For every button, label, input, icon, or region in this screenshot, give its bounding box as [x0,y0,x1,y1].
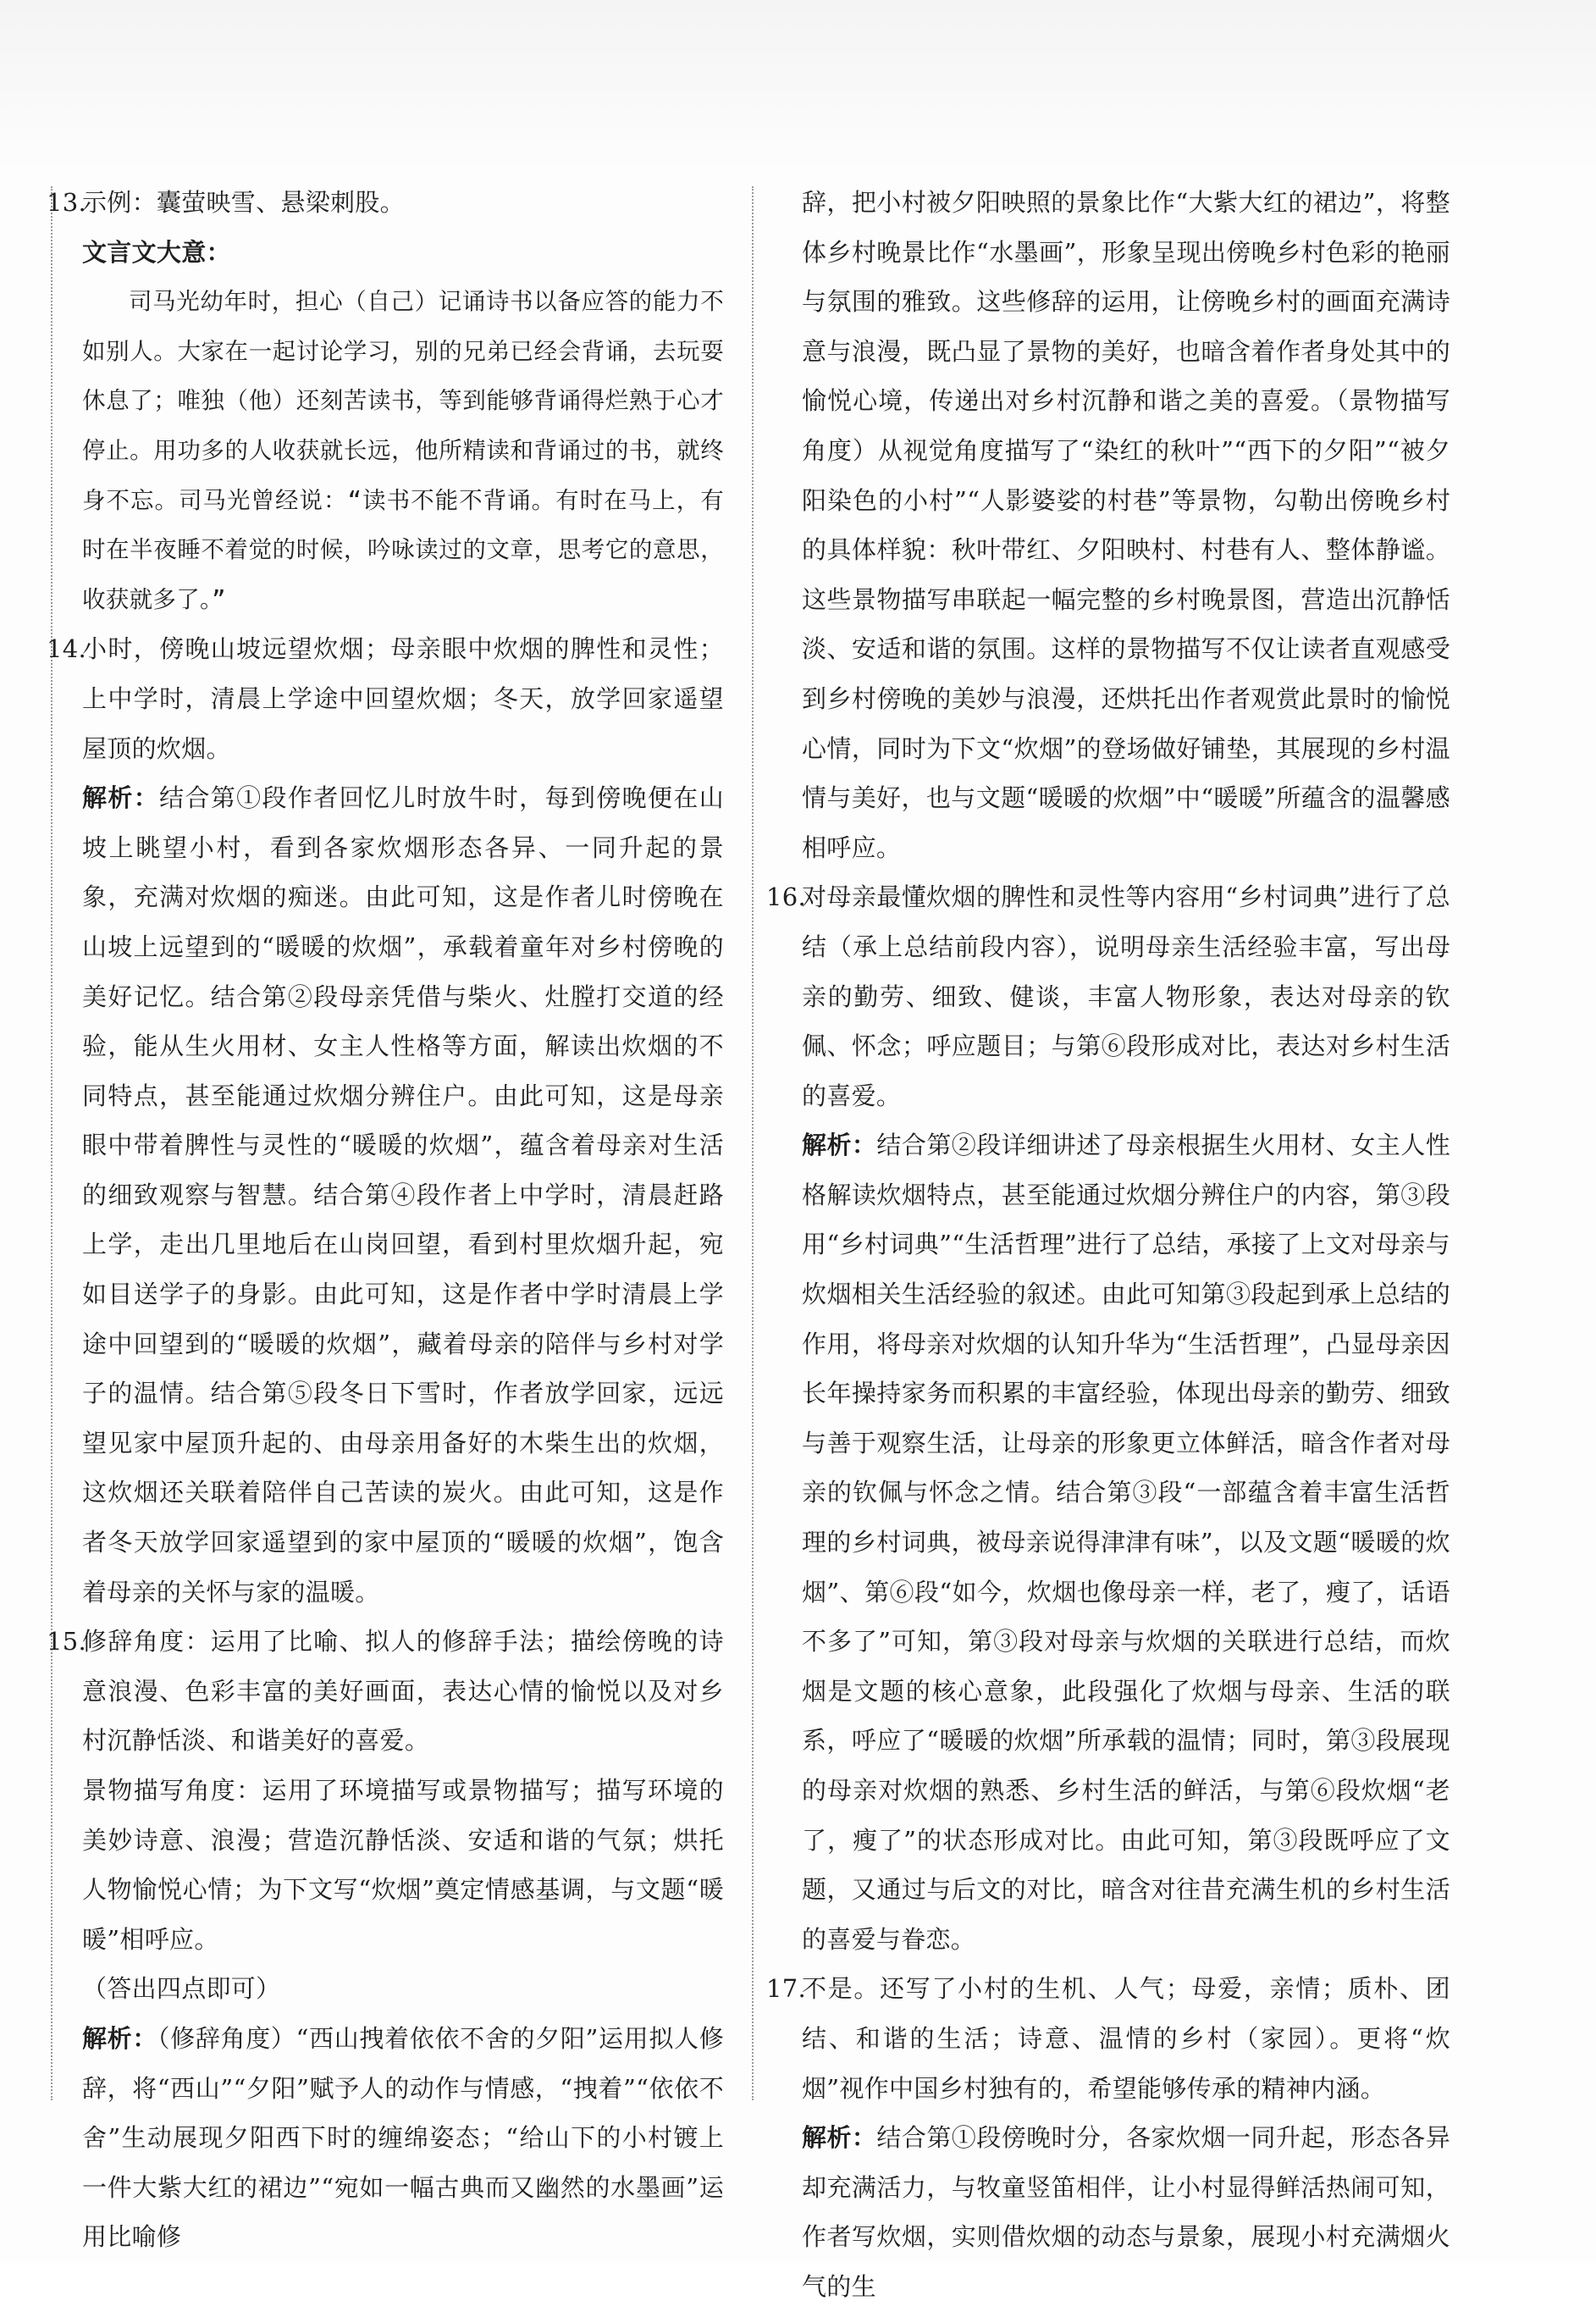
question-number: 13. [47,188,87,217]
analysis-text: （修辞角度）“西山拽着依依不舍的夕阳”运用拟人修辞，将“西山”“夕阳”赋予人的动作与情感，“拽着”“依依不舍”生动展现夕阳西下时的缠绵姿态；“给山下的小村镀上一件大紫大红的裙边”“宛如一幅古典而又幽然的水墨画”运用比喻修 [82,2023,724,2252]
answer-17 [766,1964,1450,2113]
wenyan-heading: 文言文大意： [82,237,231,267]
answer-13 [47,178,724,228]
right-column [766,178,1450,2312]
analysis-text: 结合第①段傍晚时分，各家炊烟一同升起，形态各异却充满活力，与牧童竖笛相伴，让小村显得鲜活热闹可知，作者写炊烟，实则借炊烟的动态与景象，展现小村充满烟火气的生 [802,2123,1450,2301]
question-number: 16. [766,882,807,912]
answer-16 [766,872,1450,1120]
analysis-text: 结合第①段作者回忆儿时放牛时，每到傍晚便在山坡上眺望小村，看到各家炊烟形态各异、一同升起的景象，充满对炊烟的痴迷。由此可知，这是作者儿时傍晚在山坡上远望到的“暖暖的炊烟”，承载着童年对乡村傍晚的美好记忆。结合第②段母亲凭借与柴火、灶膛打交道的经验，能从生火用材、女主人性格等方面，解读出炊烟的不同特点，甚至能通过炊烟分辨住户。由此可知，这是母亲眼中带着脾性与灵性的“暖暖的炊烟”，蕴含着母亲对生活的细致观察与智慧。结合第④段作者上中学时，清晨赶路上学，走出几里地后在山岗回望，看到村里炊烟升起，宛如目送学子的身影。由此可知，这是作者中学时清晨上学途中回望到的“暖暖的炊烟”，藏着母亲的陪伴与乡村对学子的温情。结合第⑤段冬日下雪时，作者放学回家，远远望见家中屋顶升起的、由母亲用备好的木柴生出的炊烟，这炊烟还关联着陪伴自己苦读的炭火。由此可知，这是作者冬天放学回家遥望到的家中屋顶的“暖暖的炊烟”，饱含着母亲的关怀与家的温暖。 [82,783,724,1607]
analysis-14 [47,773,724,1617]
answer-14 [47,624,724,773]
analysis-label: 解析： [802,1131,877,1160]
question-number: 17. [766,1974,807,2004]
question-number: 14. [47,634,87,664]
answer-15 [47,1617,724,1766]
answer-text: 对母亲最懂炊烟的脾性和灵性等内容用“乡村词典”进行了总结（承上总结前段内容），说明母亲生活经验丰富，写出母亲的勤劳、细致、健谈，丰富人物形象，表达对母亲的钦佩、怀念；呼应题目；与第⑥段形成对比，表达对乡村生活的喜爱。 [802,882,1450,1110]
question-number: 15. [47,1627,87,1657]
column-divider [752,186,754,2100]
analysis-text: 结合第②段详细讲述了母亲根据生火用材、女主人性格解读炊烟特点，甚至能通过炊烟分辨住户的内容，第③段用“乡村词典”“生活哲理”进行了总结，承接了上文对母亲与炊烟相关生活经验的叙述。由此可知第③段起到承上总结的作用，将母亲对炊烟的认知升华为“生活哲理”，凸显母亲因长年操持家务而积累的丰富经验，体现出母亲的勤劳、细致与善于观察生活，让母亲的形象更立体鲜活，暗含作者对母亲的钦佩与怀念之情。结合第③段“一部蕴含着丰富生活哲理的乡村词典，被母亲说得津津有味”，以及文题“暖暖的炊烟”、第⑥段“如今，炊烟也像母亲一样，老了，瘦了，话语不多了”可知，第③段对母亲与炊烟的关联进行总结，而炊烟是文题的核心意象，此段强化了炊烟与母亲、生活的联系，呼应了“暖暖的炊烟”所承载的温情；同时，第③段展现的母亲对炊烟的熟悉、乡村生活的鲜活，与第⑥段炊烟“老了，瘦了”的状态形成对比。由此可知，第③段既呼应了文题，又通过与后文的对比，暗含对往昔充满生机的乡村生活的喜爱与眷恋。 [802,1131,1450,1954]
wenyan-translation: 司马光幼年时，担心（自己）记诵诗书以备应答的能力不如别人。大家在一起讨论学习，别的兄弟已经会背诵，去玩耍休息了；唯独（他）还刻苦读书，等到能够背诵得烂熟于心才停止。用功多的人收获就长远，他所精读和背诵过的书，就终身不忘。司马光曾经说：“读书不能不背诵。有时在马上，有时在半夜睡不着觉的时候，吟咏读过的文章，思考它的意思，收获就多了。” [82,288,724,613]
answer-text: 示例：囊萤映雪、悬梁刺股。 [82,188,405,217]
analysis-17 [766,2113,1450,2311]
scenery-answer: 景物描写角度：运用了环境描写或景物描写；描写环境的美妙诗意、浪漫；营造沉静恬淡、安适和谐的气氛；烘托人物愉悦心情；为下文写“炊烟”奠定情感基调，与文题“暖暖”相呼应。 [82,1776,724,1954]
top-margin-shading [0,0,1596,169]
answer-note: （答出四点即可） [82,1974,281,2004]
analysis-label: 解析： [802,2123,877,2153]
analysis-15-continued: 辞，把小村被夕阳映照的景象比作“大紫大红的裙边”，将整体乡村晚景比作“水墨画”，形象呈现出傍晚乡村色彩的艳丽与氛围的雅致。这些修辞的运用，让傍晚乡村的画面充满诗意与浪漫，既凸显了景物的美好，也暗含着作者身处其中的愉悦心境，传递出对乡村沉静和谐之美的喜爱。（景物描写角度）从视觉角度描写了“染红的秋叶”“西下的夕阳”“被夕阳染色的小村”“人影婆娑的村巷”等景物，勾勒出傍晚乡村的具体样貌：秋叶带红、夕阳映村、村巷有人、整体静谧。这些景物描写串联起一幅完整的乡村晚景图，营造出沉静恬淡、安适和谐的氛围。这样的景物描写不仅让读者直观感受到乡村傍晚的美妙与浪漫，还烘托出作者观赏此景时的愉悦心情，同时为下文“炊烟”的登场做好铺垫，其展现的乡村温情与美好，也与文题“暖暖的炊烟”中“暖暖”所蕴含的温馨感相呼应。 [802,188,1450,862]
analysis-label: 解析： [82,783,160,813]
analysis-16 [766,1120,1450,1964]
analysis-label: 解析： [82,2023,158,2053]
analysis-15 [47,2014,724,2262]
answer-text: 不是。还写了小村的生机、人气；母爱，亲情；质朴、团结、和谐的生活；诗意、温情的乡村（家园）。更将“炊烟”视作中国乡村独有的，希望能够传承的精神内涵。 [802,1974,1450,2103]
left-column [47,178,724,2262]
rhetoric-answer: 修辞角度：运用了比喻、拟人的修辞手法；描绘傍晚的诗意浪漫、色彩丰富的美好画面，表达心情的愉悦以及对乡村沉静恬淡、和谐美好的喜爱。 [82,1627,724,1756]
answer-text: 小时，傍晚山坡远望炊烟；母亲眼中炊烟的脾性和灵性；上中学时，清晨上学途中回望炊烟；冬天，放学回家遥望屋顶的炊烟。 [82,634,724,763]
